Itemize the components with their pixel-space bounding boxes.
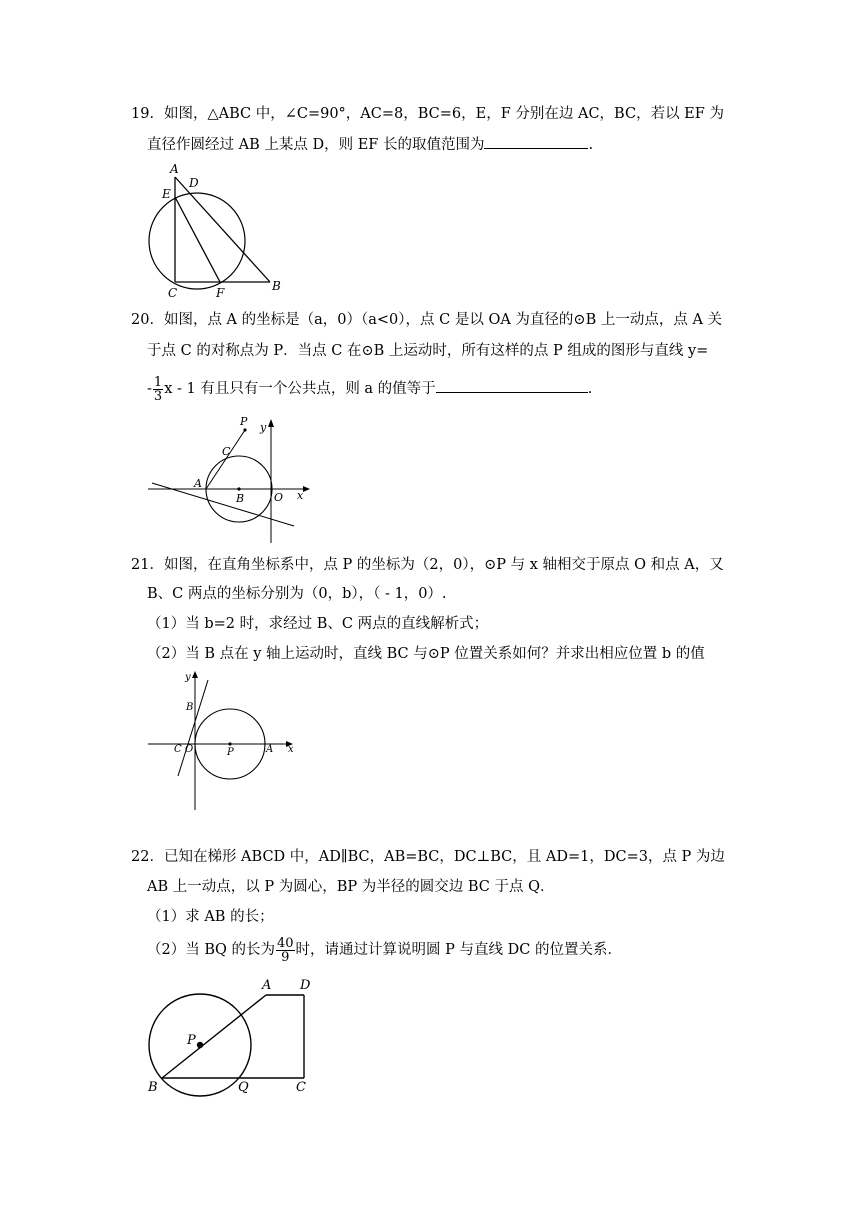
q19-line1: 19．如图，△ABC 中，∠C=90°，AC=8，BC=6，E，F 分别在边 AC，BC，若以 EF 为 xyxy=(131,106,724,122)
q20-period: . xyxy=(587,381,593,397)
q22-label-C: C xyxy=(296,1080,306,1095)
q19-label-D: D xyxy=(189,176,199,190)
q22-frac-num: 40 xyxy=(277,935,294,951)
q19-period: . xyxy=(588,137,594,153)
q21-line2: B、C 两点的坐标分别为（0，b），（ - 1，0）. xyxy=(147,586,447,602)
q22-label-D: D xyxy=(300,978,311,993)
q20-label-O: O xyxy=(274,491,284,504)
q19-label-E: E xyxy=(162,187,171,201)
q22-label-A: A xyxy=(262,978,272,993)
q19-line2 xyxy=(147,134,593,155)
q21-sub1: （1）当 b=2 时，求经过 B、C 两点的直线解析式； xyxy=(147,616,489,632)
q22-sub2-text: 时，请通过计算说明圆 P 与直线 DC 的位置关系． xyxy=(295,942,622,958)
q20-answer-blank xyxy=(436,378,588,393)
q20-line3 xyxy=(147,375,592,403)
q20-label-A: A xyxy=(194,477,202,490)
q22-line2: AB 上一动点，以 P 为圆心，BP 为半径的圆交边 BC 于点 Q． xyxy=(147,879,555,895)
q20-label-x: x xyxy=(297,489,304,502)
q21-label-A: A xyxy=(266,744,274,755)
q20-label-C: C xyxy=(222,445,231,458)
q20-frac-num: 1 xyxy=(153,374,163,390)
q19-label-A: A xyxy=(170,162,179,176)
q19-answer-blank xyxy=(484,134,588,149)
q20-label-P: P xyxy=(240,415,248,428)
q20-label-y: y xyxy=(260,421,267,434)
q22-label-B: B xyxy=(148,1080,158,1095)
q20-line3-text: x - 1 有且只有一个公共点，则 a 的值等于 xyxy=(164,381,436,397)
q19-figure xyxy=(140,160,300,300)
q21-label-B: B xyxy=(186,702,194,713)
q19-label-C: C xyxy=(168,286,178,300)
q20-frac-den: 3 xyxy=(153,388,163,404)
q22-sub1: （1）求 AB 的长； xyxy=(147,909,274,925)
q22-sub2 xyxy=(147,935,622,965)
q21-sub2: （2）当 B 点在 y 轴上运动时，直线 BC 与⊙P 位置关系如何？并求出相应位置 b 的值 xyxy=(147,646,705,662)
q20-fraction xyxy=(153,376,163,403)
q22-label-Q: Q xyxy=(238,1080,249,1095)
q20-minus: - xyxy=(147,381,152,397)
q22-frac-den: 9 xyxy=(281,949,290,965)
q21-label-C: C xyxy=(174,744,182,755)
q19-line2-text: 直径作圆经过 AB 上某点 D，则 EF 长的取值范围为 xyxy=(147,137,485,153)
q21-figure xyxy=(148,668,308,813)
q20-line2: 于点 C 的对称点为 P．当点 C 在⊙B 上运动时，所有这样的点 P 组成的图形与直线 y= xyxy=(147,343,709,359)
q19-label-F: F xyxy=(216,286,225,300)
q22-line1: 22．已知在梯形 ABCD 中，AD∥BC，AB=BC，DC⊥BC，且 AD=1，DC=3，点 P 为边 xyxy=(131,849,725,865)
q22-sub2-prefix: （2）当 BQ 的长为 xyxy=(147,942,275,958)
q21-label-O: O xyxy=(185,744,194,755)
q22-label-P: P xyxy=(187,1033,196,1048)
q21-label-x: x xyxy=(288,744,294,755)
q21-label-P: P xyxy=(227,747,234,758)
q20-line1: 20．如图，点 A 的坐标是（a，0）（a<0），点 C 是以 OA 为直径的⊙B 上一动点，点 A 关 xyxy=(131,312,723,328)
q22-fraction xyxy=(276,937,295,964)
q21-label-y: y xyxy=(185,672,191,683)
q22-figure xyxy=(140,975,330,1100)
q20-label-B: B xyxy=(236,492,245,505)
q20-figure xyxy=(148,415,308,545)
q19-label-B: B xyxy=(272,279,281,293)
q21-line1: 21．如图，在直角坐标系中，点 P 的坐标为（2，0），⊙P 与 x 轴相交于原点 O 和点 A，又 xyxy=(131,557,724,573)
